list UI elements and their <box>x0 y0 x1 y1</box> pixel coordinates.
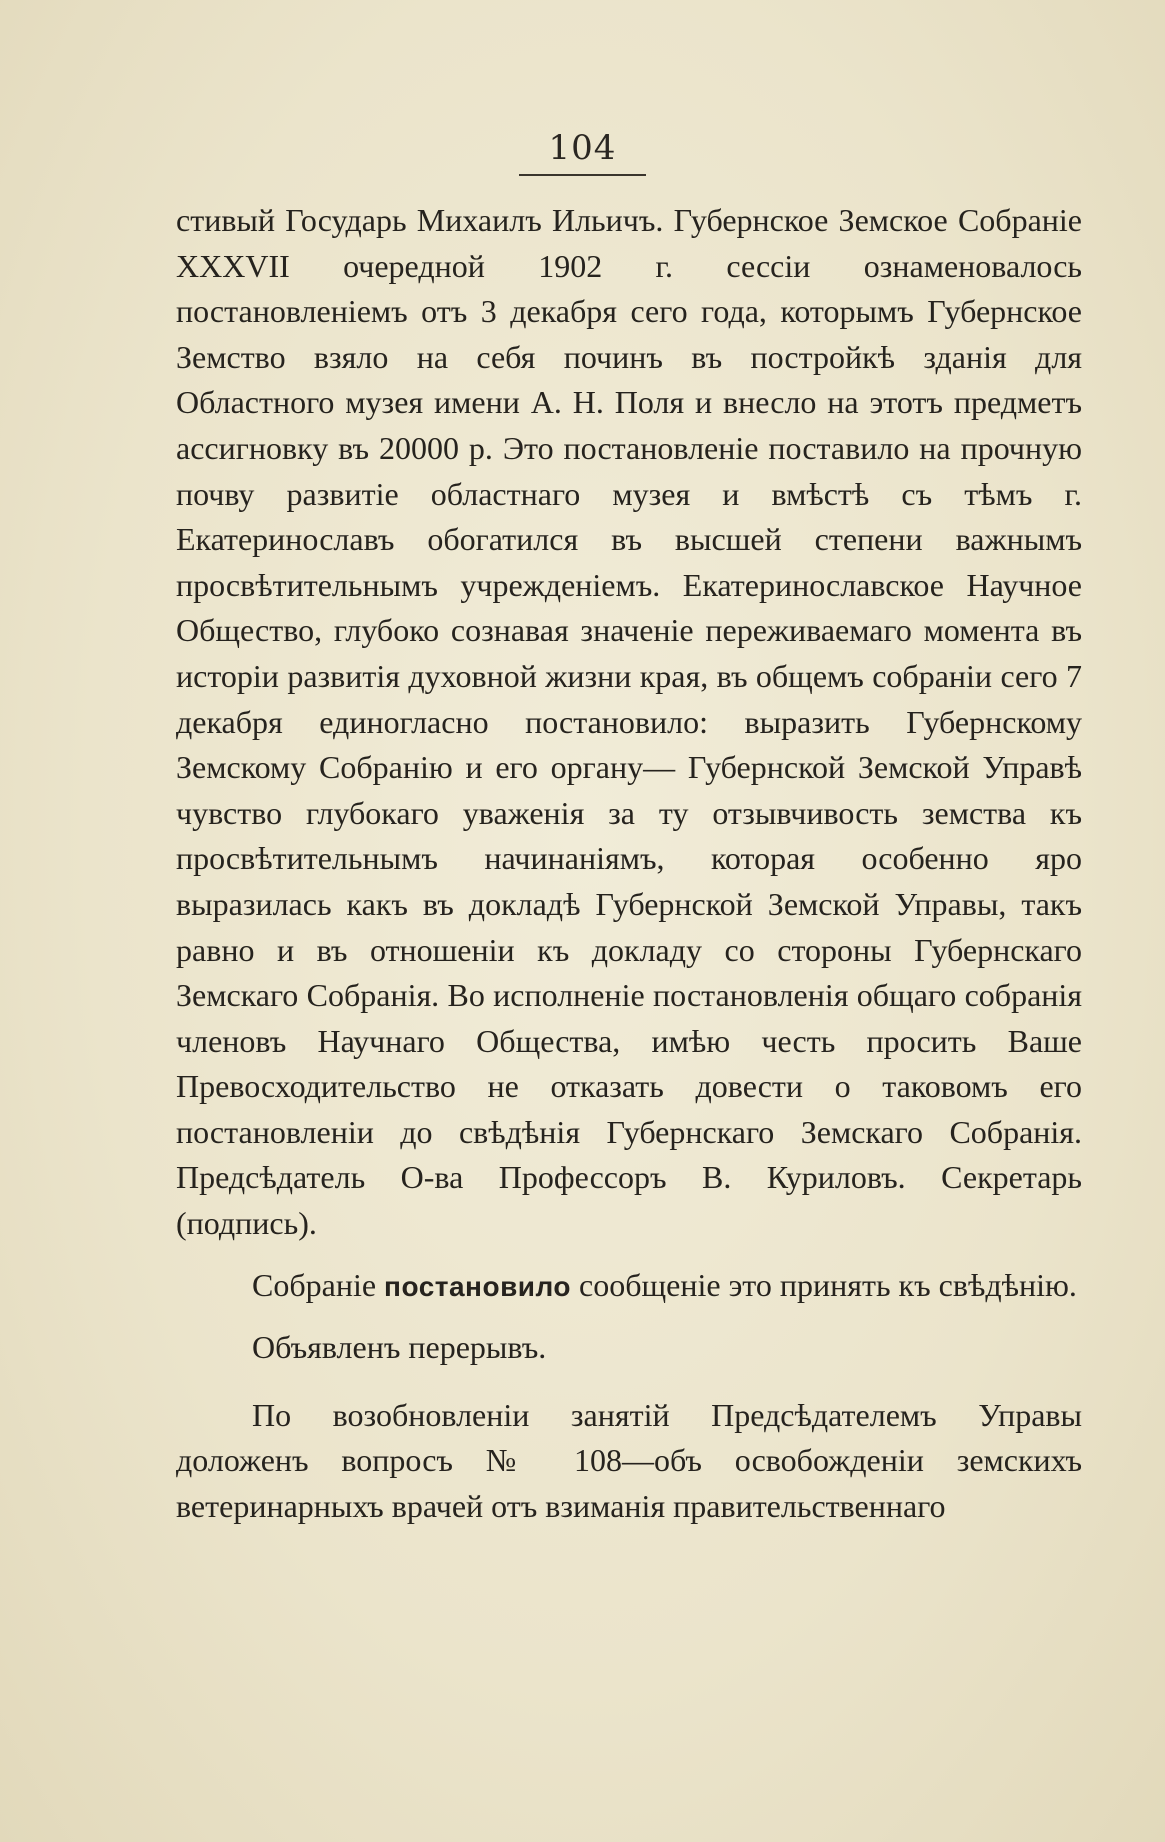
body-text <box>176 198 1082 1530</box>
resolution-keyword: постановило <box>384 1270 572 1302</box>
paragraph-resolution <box>176 1263 1082 1310</box>
paragraph-resumption: По возобновленіи занятій Предсѣдателемъ Управы доложенъ вопросъ № 108—объ освобожденіи земскихъ ветеринарныхъ врачей отъ взиманія правительственнаго <box>176 1396 1082 1525</box>
resolution-text-start: Собраніе <box>252 1266 385 1303</box>
paragraph-recess: Объявленъ перерывъ. <box>252 1329 547 1366</box>
paragraph-letter-continuation: стивый Государь Михаилъ Ильичъ. Губернское Земское Собраніе XXXVII очередной 1902 г. сессіи ознаменовалось постановленіемъ отъ 3 декабря сего года, которымъ Губернское Земство взяло на себя починъ въ постройкѣ зданія для Областного музея имени А. Н. Поля и внесло на этотъ предметъ ассигновку въ 20000 р. Это постановленіе поставило на прочную почву развитіе областнаго музея и вмѣстѣ съ тѣмъ г. Екатеринославъ обогатился въ высшей степени важнымъ просвѣтительнымъ учрежденіемъ. Екатеринославское Научное Общество, глубоко сознавая значеніе переживаемаго момента въ исторіи развитія духовной жизни края, въ общемъ собраніи сего 7 декабря единогласно постановило: выразить Губернскому Земскому Собранію и его органу— Губернской Земской Управѣ чувство глубокаго уваженія за ту отзывчивость земства къ просвѣтительнымъ начинаніямъ, которая особенно яро выразилась какъ въ докладѣ Губернской Земской Управы, такъ равно и въ отношеніи къ докладу со стороны Губернскаго Земскаго Собранія. Во исполненіе постановленія общаго собранія членовъ Научнаго Общества, имѣю честь просить Ваше Превосходительство не отказать довести о таковомъ его постановленіи до свѣдѣнія Губернскаго Земскаго Собранія. Предсѣдатель О-ва Профессоръ В. Куриловъ. Секретарь (подпись). <box>176 202 1082 1242</box>
resolution-text-end: сообщеніе это принять къ свѣдѣнію. <box>571 1266 1077 1303</box>
page-header <box>0 128 1165 176</box>
page-number: 104 <box>519 128 647 176</box>
